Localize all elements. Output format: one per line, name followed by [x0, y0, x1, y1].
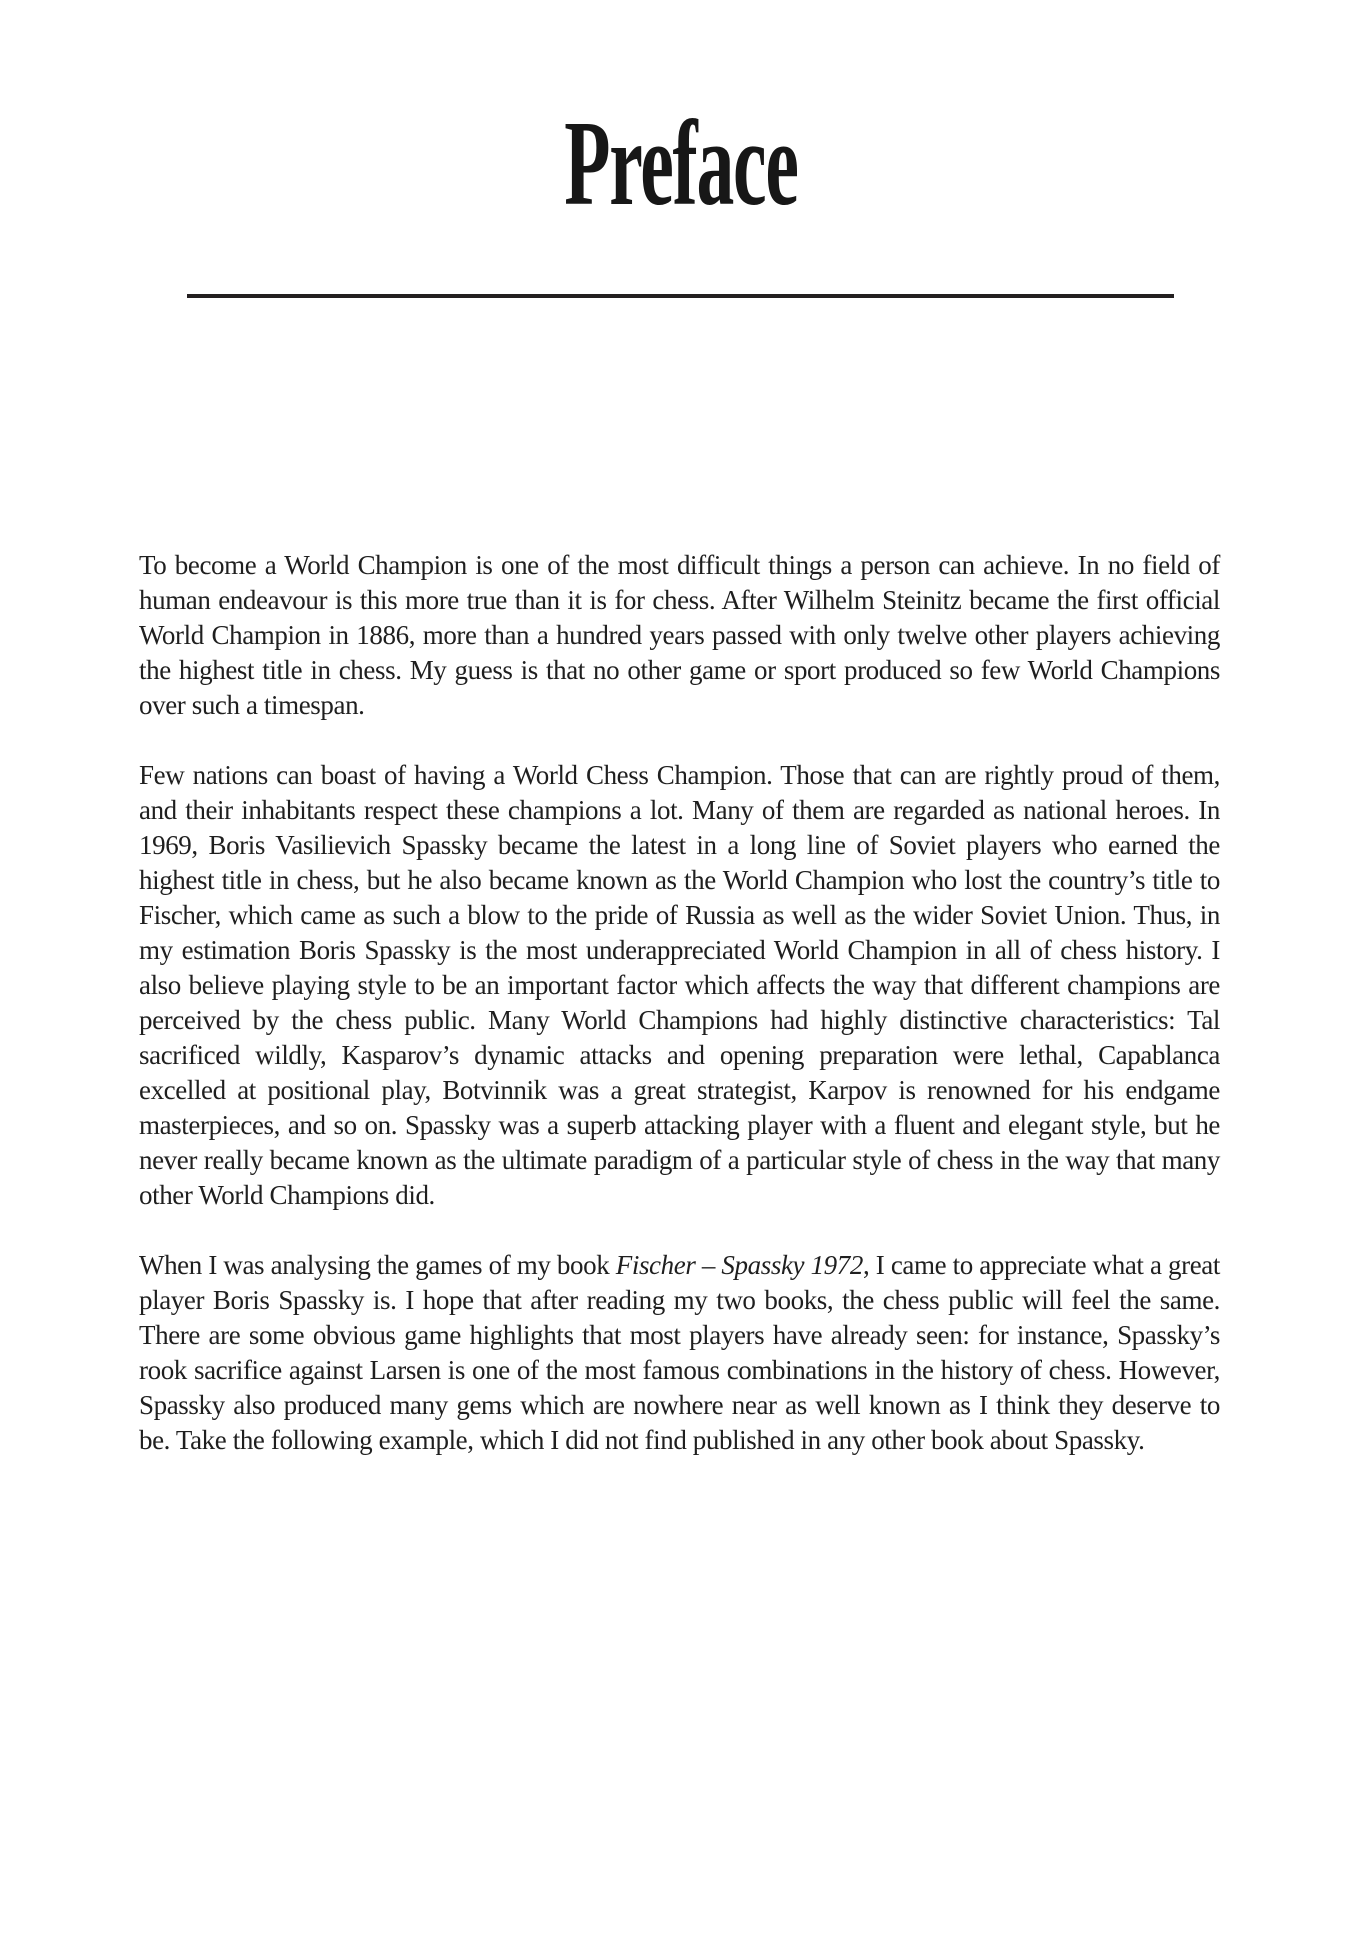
paragraph-1: To become a World Champion is one of the most difficult things a person can achieve. In no field of human endeavour is this more true than it is for chess. After Wilhelm Steinitz became the first official World Champion in 1886, more than a hundred years passed with only twelve other players achieving the highest title in chess. My guess is that no other game or sport produced so few World Champions over such a timespan.	[139, 550, 1220, 720]
title-rule	[187, 294, 1174, 298]
paragraph-3	[139, 1248, 1220, 1458]
paragraph-3-lead: When I was analysing the games of my book	[139, 1250, 616, 1280]
page-title: Preface	[564, 96, 798, 231]
preface-body	[139, 548, 1220, 1458]
book-title-italic: Fischer – Spassky 1972	[615, 1250, 863, 1280]
paragraph-3-tail: , I came to appreciate what a great player Boris Spassky is. I hope that after reading my two books, the chess public will feel the same. There are some obvious game highlights that most players have already seen: for instance, Spassky’s rook sacrifice against Larsen is one of the most famous combinations in the history of chess. However, Spassky also produced many gems which are nowhere near as well known as I think they deserve to be. Take the following example, which I did not find published in any other book about Spassky.	[139, 1250, 1220, 1455]
paragraph-2: Few nations can boast of having a World Chess Champion. Those that can are rightly proud of them, and their inhabitants respect these champions a lot. Many of them are regarded as national heroes. In 1969, Boris Vasilievich Spassky became the latest in a long line of Soviet players who earned the highest title in chess, but he also became known as the World Champion who lost the country’s title to Fischer, which came as such a blow to the pride of Russia as well as the wider Soviet Union. Thus, in my estimation Boris Spassky is the most underappreciated World Champion in all of chess history. I also believe playing style to be an important factor which affects the way that different champions are perceived by the chess public. Many World Champions had highly distinctive characteristics: Tal sacrificed wildly, Kasparov’s dynamic attacks and opening preparation were lethal, Capablanca excelled at positional play, Botvinnik was a great strategist, Karpov is renowned for his endgame masterpieces, and so on. Spassky was a superb attacking player with a fluent and elegant style, but he never really became known as the ultimate paradigm of a particular style of chess in the way that many other World Champions did.	[139, 760, 1220, 1210]
